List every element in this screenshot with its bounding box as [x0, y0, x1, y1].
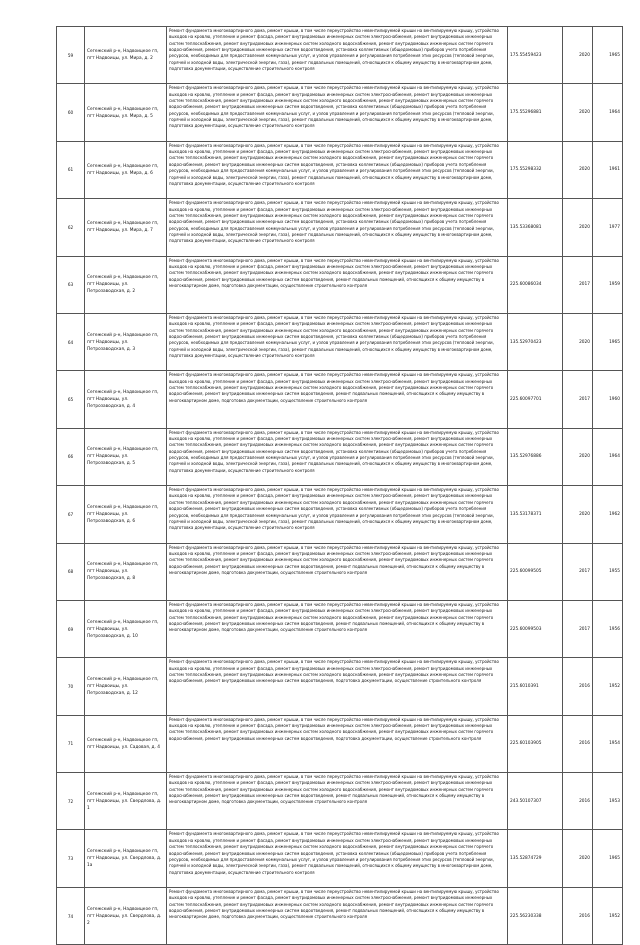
work-description-cell: Ремонт фундамента многоквартирного дома, ремонт крыши, в том числе переустройство невентилируемой крыши на вентилируемую крышу, устройство выходов на кровлю, утепление и ремонт фасада, ремонт внутридомовых инженерных систем электроснабжения, ремонт внутридомовых инженерных систем теплоснабжения, ремонт внутридомовых инженерных систем холодного водоснабжения, ремонт внутридомовых инженерных систем горячего водоснабжения, ремонт внутридомовых инженерных систем водоотведения, установка коллективных (общедомовых) приборов учета потребления ресурсов, необходимых для предоставления коммунальных услуг, и узлов управления и регулирования потребления этих ресурсов (тепловой энергии, горячей и холодной воды, электрической энергии, газа), ремонт подвальных помещений, относящихся к общему имуществу в многоквартирном доме, подготовка документации, осуществление строительного контроля: [167, 27, 508, 84]
address-cell: Сегежский р-н, Надвоицкое гп, пгт Надвоицы, ул. Свердлова, д. 2: [85, 887, 167, 944]
work-description-cell: Ремонт фундамента многоквартирного дома, ремонт крыши, в том числе переустройство невентилируемой крыши на вентилируемую крышу, устройство выходов на кровлю, утепление и ремонт фасада, ремонт внутридомовых инженерных систем электроснабжения, ремонт внутридомовых инженерных систем теплоснабжения, ремонт внутридомовых инженерных систем холодного водоснабжения, ремонт внутридомовых инженерных систем горячего водоснабжения, ремонт внутридомовых инженерных систем водоотведения, ремонт подвальных помещений, относящихся к общему имуществу в многоквартирном доме, подготовка документации, осуществление строительного контроля: [167, 543, 508, 600]
cost-cell: 225.56230338: [508, 887, 563, 944]
cost-cell: 243.50107307: [508, 773, 563, 830]
build-year-cell: 1952: [593, 887, 623, 944]
build-year-cell: 1965: [593, 830, 623, 887]
work-description-cell: Ремонт фундамента многоквартирного дома, ремонт крыши, в том числе переустройство невентилируемой крыши на вентилируемую крышу, устройство выходов на кровлю, утепление и ремонт фасада, ремонт внутридомовых инженерных систем электроснабжения, ремонт внутридомовых инженерных систем теплоснабжения, ремонт внутридомовых инженерных систем холодного водоснабжения, ремонт внутридомовых инженерных систем горячего водоснабжения, ремонт внутридомовых инженерных систем водоотведения, ремонт подвальных помещений, относящихся к общему имуществу в многоквартирном доме, подготовка документации, осуществление строительного контроля: [167, 887, 508, 944]
cost-cell: 225.60086034: [508, 256, 563, 313]
build-year-cell: 1960: [593, 371, 623, 428]
planned-year-cell: 2016: [563, 887, 593, 944]
cost-cell: 225.60103905: [508, 715, 563, 772]
work-description-cell: Ремонт фундамента многоквартирного дома, ремонт крыши, в том числе переустройство невентилируемой крыши на вентилируемую крышу, устройство выходов на кровлю, утепление и ремонт фасада, ремонт внутридомовых инженерных систем электроснабжения, ремонт внутридомовых инженерных систем теплоснабжения, ремонт внутридомовых инженерных систем холодного водоснабжения, ремонт внутридомовых инженерных систем горячего водоснабжения, ремонт внутридомовых инженерных систем водоотведения, ремонт подвальных помещений, относящихся к общему имуществу в многоквартирном доме, подготовка документации, осуществление строительного контроля: [167, 371, 508, 428]
planned-year-cell: 2020: [563, 141, 593, 198]
table-row: [57, 371, 623, 428]
planned-year-cell: 2020: [563, 428, 593, 485]
table-row: [57, 715, 623, 772]
table-row: [57, 600, 623, 657]
row-number-cell: 72: [57, 773, 85, 830]
table-row: [57, 141, 623, 198]
cost-cell: 175.55459423: [508, 27, 563, 84]
work-description-cell: Ремонт фундамента многоквартирного дома, ремонт крыши, в том числе переустройство невентилируемой крыши на вентилируемую крышу, устройство выходов на кровлю, утепление и ремонт фасада, ремонт внутридомовых инженерных систем электроснабжения, ремонт внутридомовых инженерных систем теплоснабжения, ремонт внутридомовых инженерных систем холодного водоснабжения, ремонт внутридомовых инженерных систем горячего водоснабжения, ремонт внутридомовых инженерных систем водоотведения, установка коллективных (общедомовых) приборов учета потребления ресурсов, необходимых для предоставления коммунальных услуг, и узлов управления и регулирования потребления этих ресурсов (тепловой энергии, горячей и холодной воды, электрической энергии, газа), ремонт подвальных помещений, относящихся к общему имуществу в многоквартирном доме, подготовка документации, осуществление строительного контроля: [167, 428, 508, 485]
document-page: [56, 26, 620, 945]
cost-cell: 215.6010391: [508, 658, 563, 715]
row-number-cell: 64: [57, 313, 85, 370]
cost-cell: 135.53368081: [508, 199, 563, 256]
table-row: [57, 428, 623, 485]
row-number-cell: 63: [57, 256, 85, 313]
work-description-cell: Ремонт фундамента многоквартирного дома, ремонт крыши, в том числе переустройство невентилируемой крыши на вентилируемую крышу, устройство выходов на кровлю, утепление и ремонт фасада, ремонт внутридомовых инженерных систем электроснабжения, ремонт внутридомовых инженерных систем теплоснабжения, ремонт внутридомовых инженерных систем холодного водоснабжения, ремонт внутридомовых инженерных систем горячего водоснабжения, ремонт внутридомовых инженерных систем водоотведения, установка коллективных (общедомовых) приборов учета потребления ресурсов, необходимых для предоставления коммунальных услуг, и узлов управления и регулирования потребления этих ресурсов (тепловой энергии, горячей и холодной воды, электрической энергии, газа), ремонт подвальных помещений, относящихся к общему имуществу в многоквартирном доме, подготовка документации, осуществление строительного контроля: [167, 830, 508, 887]
planned-year-cell: 2020: [563, 84, 593, 141]
planned-year-cell: 2020: [563, 830, 593, 887]
address-cell: Сегежский р-н, Надвоицкое гп, пгт Надвоицы, ул. Мира, д. 5: [85, 84, 167, 141]
address-cell: Сегежский р-н, Надвоицкое гп, пгт Надвоицы, ул. Свердлова, д. 1: [85, 773, 167, 830]
row-number-cell: 71: [57, 715, 85, 772]
cost-cell: 135.53178371: [508, 486, 563, 543]
address-cell: Сегежский р-н, Надвоицкое гп, пгт Надвоицы, ул. Мира, д. 6: [85, 141, 167, 198]
address-cell: Сегежский р-н, Надвоицкое гп, пгт Надвоицы, ул. Петрозаводская, д. 2: [85, 256, 167, 313]
build-year-cell: 1953: [593, 773, 623, 830]
planned-year-cell: 2020: [563, 486, 593, 543]
work-description-cell: Ремонт фундамента многоквартирного дома, ремонт крыши, в том числе переустройство невентилируемой крыши на вентилируемую крышу, устройство выходов на кровлю, утепление и ремонт фасада, ремонт внутридомовых инженерных систем электроснабжения, ремонт внутридомовых инженерных систем теплоснабжения, ремонт внутридомовых инженерных систем холодного водоснабжения, ремонт внутридомовых инженерных систем горячего водоснабжения, ремонт внутридомовых инженерных систем водоотведения, подготовка документации, осуществление строительного контроля: [167, 715, 508, 772]
table-row: [57, 887, 623, 944]
table-row: [57, 84, 623, 141]
address-cell: Сегежский р-н, Надвоицкое гп, пгт Надвоицы, ул. Петрозаводская, д. 6: [85, 486, 167, 543]
work-description-cell: Ремонт фундамента многоквартирного дома, ремонт крыши, в том числе переустройство невентилируемой крыши на вентилируемую крышу, устройство выходов на кровлю, утепление и ремонт фасада, ремонт внутридомовых инженерных систем электроснабжения, ремонт внутридомовых инженерных систем теплоснабжения, ремонт внутридомовых инженерных систем холодного водоснабжения, ремонт внутридомовых инженерных систем горячего водоснабжения, ремонт внутридомовых инженерных систем водоотведения, установка коллективных (общедомовых) приборов учета потребления ресурсов, необходимых для предоставления коммунальных услуг, и узлов управления и регулирования потребления этих ресурсов (тепловой энергии, горячей и холодной воды, электрической энергии, газа), ремонт подвальных помещений, относящихся к общему имуществу в многоквартирном доме, подготовка документации, осуществление строительного контроля: [167, 141, 508, 198]
cost-cell: 135.52970423: [508, 313, 563, 370]
row-number-cell: 59: [57, 27, 85, 84]
row-number-cell: 69: [57, 600, 85, 657]
row-number-cell: 74: [57, 887, 85, 944]
planned-year-cell: 2016: [563, 773, 593, 830]
build-year-cell: 1977: [593, 199, 623, 256]
table-body: [57, 27, 623, 945]
planned-year-cell: 2017: [563, 256, 593, 313]
planned-year-cell: 2017: [563, 543, 593, 600]
planned-year-cell: 2020: [563, 313, 593, 370]
table-row: [57, 830, 623, 887]
cost-cell: 225.60099503: [508, 600, 563, 657]
work-description-cell: Ремонт фундамента многоквартирного дома, ремонт крыши, в том числе переустройство невентилируемой крыши на вентилируемую крышу, устройство выходов на кровлю, утепление и ремонт фасада, ремонт внутридомовых инженерных систем электроснабжения, ремонт внутридомовых инженерных систем теплоснабжения, ремонт внутридомовых инженерных систем холодного водоснабжения, ремонт внутридомовых инженерных систем горячего водоснабжения, ремонт внутридомовых инженерных систем водоотведения, установка коллективных (общедомовых) приборов учета потребления ресурсов, необходимых для предоставления коммунальных услуг, и узлов управления и регулирования потребления этих ресурсов (тепловой энергии, горячей и холодной воды, электрической энергии, газа), ремонт подвальных помещений, относящихся к общему имуществу в многоквартирном доме, подготовка документации, осуществление строительного контроля: [167, 199, 508, 256]
cost-cell: 225.60097701: [508, 371, 563, 428]
address-cell: Сегежский р-н, Надвоицкое гп, пгт Надвоицы, ул. Петрозаводская, д. 10: [85, 600, 167, 657]
cost-cell: 135.52874729: [508, 830, 563, 887]
table-row: [57, 256, 623, 313]
row-number-cell: 67: [57, 486, 85, 543]
repair-program-table: [56, 26, 623, 945]
row-number-cell: 73: [57, 830, 85, 887]
cost-cell: 175.55298332: [508, 141, 563, 198]
table-row: [57, 486, 623, 543]
row-number-cell: 61: [57, 141, 85, 198]
work-description-cell: Ремонт фундамента многоквартирного дома, ремонт крыши, в том числе переустройство невентилируемой крыши на вентилируемую крышу, устройство выходов на кровлю, утепление и ремонт фасада, ремонт внутридомовых инженерных систем электроснабжения, ремонт внутридомовых инженерных систем теплоснабжения, ремонт внутридомовых инженерных систем холодного водоснабжения, ремонт внутридомовых инженерных систем горячего водоснабжения, ремонт внутридомовых инженерных систем водоотведения, ремонт подвальных помещений, относящихся к общему имуществу в многоквартирном доме, подготовка документации, осуществление строительного контроля: [167, 773, 508, 830]
address-cell: Сегежский р-н, Надвоицкое гп, пгт Надвоицы, ул. Петрозаводская, д. 12: [85, 658, 167, 715]
table-row: [57, 313, 623, 370]
table-row: [57, 773, 623, 830]
address-cell: Сегежский р-н, Надвоицкое гп, пгт Надвоицы, ул. Петрозаводская, д. 8: [85, 543, 167, 600]
build-year-cell: 1962: [593, 486, 623, 543]
row-number-cell: 62: [57, 199, 85, 256]
cost-cell: 135.52976886: [508, 428, 563, 485]
work-description-cell: Ремонт фундамента многоквартирного дома, ремонт крыши, в том числе переустройство невентилируемой крыши на вентилируемую крышу, устройство выходов на кровлю, утепление и ремонт фасада, ремонт внутридомовых инженерных систем электроснабжения, ремонт внутридомовых инженерных систем теплоснабжения, ремонт внутридомовых инженерных систем холодного водоснабжения, ремонт внутридомовых инженерных систем горячего водоснабжения, ремонт внутридомовых инженерных систем водоотведения, установка коллективных (общедомовых) приборов учета потребления ресурсов, необходимых для предоставления коммунальных услуг, и узлов управления и регулирования потребления этих ресурсов (тепловой энергии, горячей и холодной воды, электрической энергии, газа), ремонт подвальных помещений, относящихся к общему имуществу в многоквартирном доме, подготовка документации, осуществление строительного контроля: [167, 84, 508, 141]
planned-year-cell: 2016: [563, 658, 593, 715]
table-row: [57, 27, 623, 84]
work-description-cell: Ремонт фундамента многоквартирного дома, ремонт крыши, в том числе переустройство невентилируемой крыши на вентилируемую крышу, устройство выходов на кровлю, утепление и ремонт фасада, ремонт внутридомовых инженерных систем электроснабжения, ремонт внутридомовых инженерных систем теплоснабжения, ремонт внутридомовых инженерных систем холодного водоснабжения, ремонт внутридомовых инженерных систем горячего водоснабжения, ремонт внутридомовых инженерных систем водоотведения, ремонт подвальных помещений, относящихся к общему имуществу в многоквартирном доме, подготовка документации, осуществление строительного контроля: [167, 256, 508, 313]
table-row: [57, 658, 623, 715]
row-number-cell: 68: [57, 543, 85, 600]
build-year-cell: 1961: [593, 141, 623, 198]
planned-year-cell: 2016: [563, 715, 593, 772]
address-cell: Сегежский р-н, Надвоицкое гп, пгт Надвоицы, ул. Садовая, д. 4: [85, 715, 167, 772]
row-number-cell: 60: [57, 84, 85, 141]
work-description-cell: Ремонт фундамента многоквартирного дома, ремонт крыши, в том числе переустройство невентилируемой крыши на вентилируемую крышу, устройство выходов на кровлю, утепление и ремонт фасада, ремонт внутридомовых инженерных систем электроснабжения, ремонт внутридомовых инженерных систем теплоснабжения, ремонт внутридомовых инженерных систем холодного водоснабжения, ремонт внутридомовых инженерных систем горячего водоснабжения, ремонт внутридомовых инженерных систем водоотведения, ремонт подвальных помещений, относящихся к общему имуществу в многоквартирном доме, подготовка документации, осуществление строительного контроля: [167, 600, 508, 657]
address-cell: Сегежский р-н, Надвоицкое гп, пгт Надвоицы, ул. Мира, д. 7: [85, 199, 167, 256]
address-cell: Сегежский р-н, Надвоицкое гп, пгт Надвоицы, ул. Петрозаводская, д. 3: [85, 313, 167, 370]
build-year-cell: 1959: [593, 256, 623, 313]
row-number-cell: 66: [57, 428, 85, 485]
address-cell: Сегежский р-н, Надвоицкое гп, пгт Надвоицы, ул. Петрозаводская, д. 4: [85, 371, 167, 428]
row-number-cell: 70: [57, 658, 85, 715]
address-cell: Сегежский р-н, Надвоицкое гп, пгт Надвоицы, ул. Свердлова, д. 1а: [85, 830, 167, 887]
build-year-cell: 1956: [593, 600, 623, 657]
planned-year-cell: 2020: [563, 27, 593, 84]
planned-year-cell: 2020: [563, 199, 593, 256]
work-description-cell: Ремонт фундамента многоквартирного дома, ремонт крыши, в том числе переустройство невентилируемой крыши на вентилируемую крышу, устройство выходов на кровлю, утепление и ремонт фасада, ремонт внутридомовых инженерных систем электроснабжения, ремонт внутридомовых инженерных систем теплоснабжения, ремонт внутридомовых инженерных систем холодного водоснабжения, ремонт внутридомовых инженерных систем горячего водоснабжения, ремонт внутридомовых инженерных систем водоотведения, установка коллективных (общедомовых) приборов учета потребления ресурсов, необходимых для предоставления коммунальных услуг, и узлов управления и регулирования потребления этих ресурсов (тепловой энергии, горячей и холодной воды, электрической энергии, газа), ремонт подвальных помещений, относящихся к общему имуществу в многоквартирном доме, подготовка документации, осуществление строительного контроля: [167, 486, 508, 543]
table-row: [57, 543, 623, 600]
build-year-cell: 1954: [593, 715, 623, 772]
build-year-cell: 1964: [593, 84, 623, 141]
row-number-cell: 65: [57, 371, 85, 428]
work-description-cell: Ремонт фундамента многоквартирного дома, ремонт крыши, в том числе переустройство невентилируемой крыши на вентилируемую крышу, устройство выходов на кровлю, утепление и ремонт фасада, ремонт внутридомовых инженерных систем электроснабжения, ремонт внутридомовых инженерных систем теплоснабжения, ремонт внутридомовых инженерных систем холодного водоснабжения, ремонт внутридомовых инженерных систем горячего водоснабжения, ремонт внутридомовых инженерных систем водоотведения, установка коллективных (общедомовых) приборов учета потребления ресурсов, необходимых для предоставления коммунальных услуг, и узлов управления и регулирования потребления этих ресурсов (тепловой энергии, горячей и холодной воды, электрической энергии, газа), ремонт подвальных помещений, относящихся к общему имуществу в многоквартирном доме, подготовка документации, осуществление строительного контроля: [167, 313, 508, 370]
planned-year-cell: 2017: [563, 600, 593, 657]
build-year-cell: 1964: [593, 428, 623, 485]
cost-cell: 225.60099505: [508, 543, 563, 600]
address-cell: Сегежский р-н, Надвоицкое гп, пгт Надвоицы, ул. Мира, д. 2: [85, 27, 167, 84]
planned-year-cell: 2017: [563, 371, 593, 428]
cost-cell: 175.55296881: [508, 84, 563, 141]
build-year-cell: 1965: [593, 27, 623, 84]
address-cell: Сегежский р-н, Надвоицкое гп, пгт Надвоицы, ул. Петрозаводская, д. 5: [85, 428, 167, 485]
work-description-cell: Ремонт фундамента многоквартирного дома, ремонт крыши, в том числе переустройство невентилируемой крыши на вентилируемую крышу, устройство выходов на кровлю, утепление и ремонт фасада, ремонт внутридомовых инженерных систем электроснабжения, ремонт внутридомовых инженерных систем теплоснабжения, ремонт внутридомовых инженерных систем холодного водоснабжения, ремонт внутридомовых инженерных систем горячего водоснабжения, ремонт внутридомовых инженерных систем водоотведения, подготовка документации, осуществление строительного контроля: [167, 658, 508, 715]
table-row: [57, 199, 623, 256]
build-year-cell: 1952: [593, 658, 623, 715]
build-year-cell: 1965: [593, 313, 623, 370]
build-year-cell: 1955: [593, 543, 623, 600]
